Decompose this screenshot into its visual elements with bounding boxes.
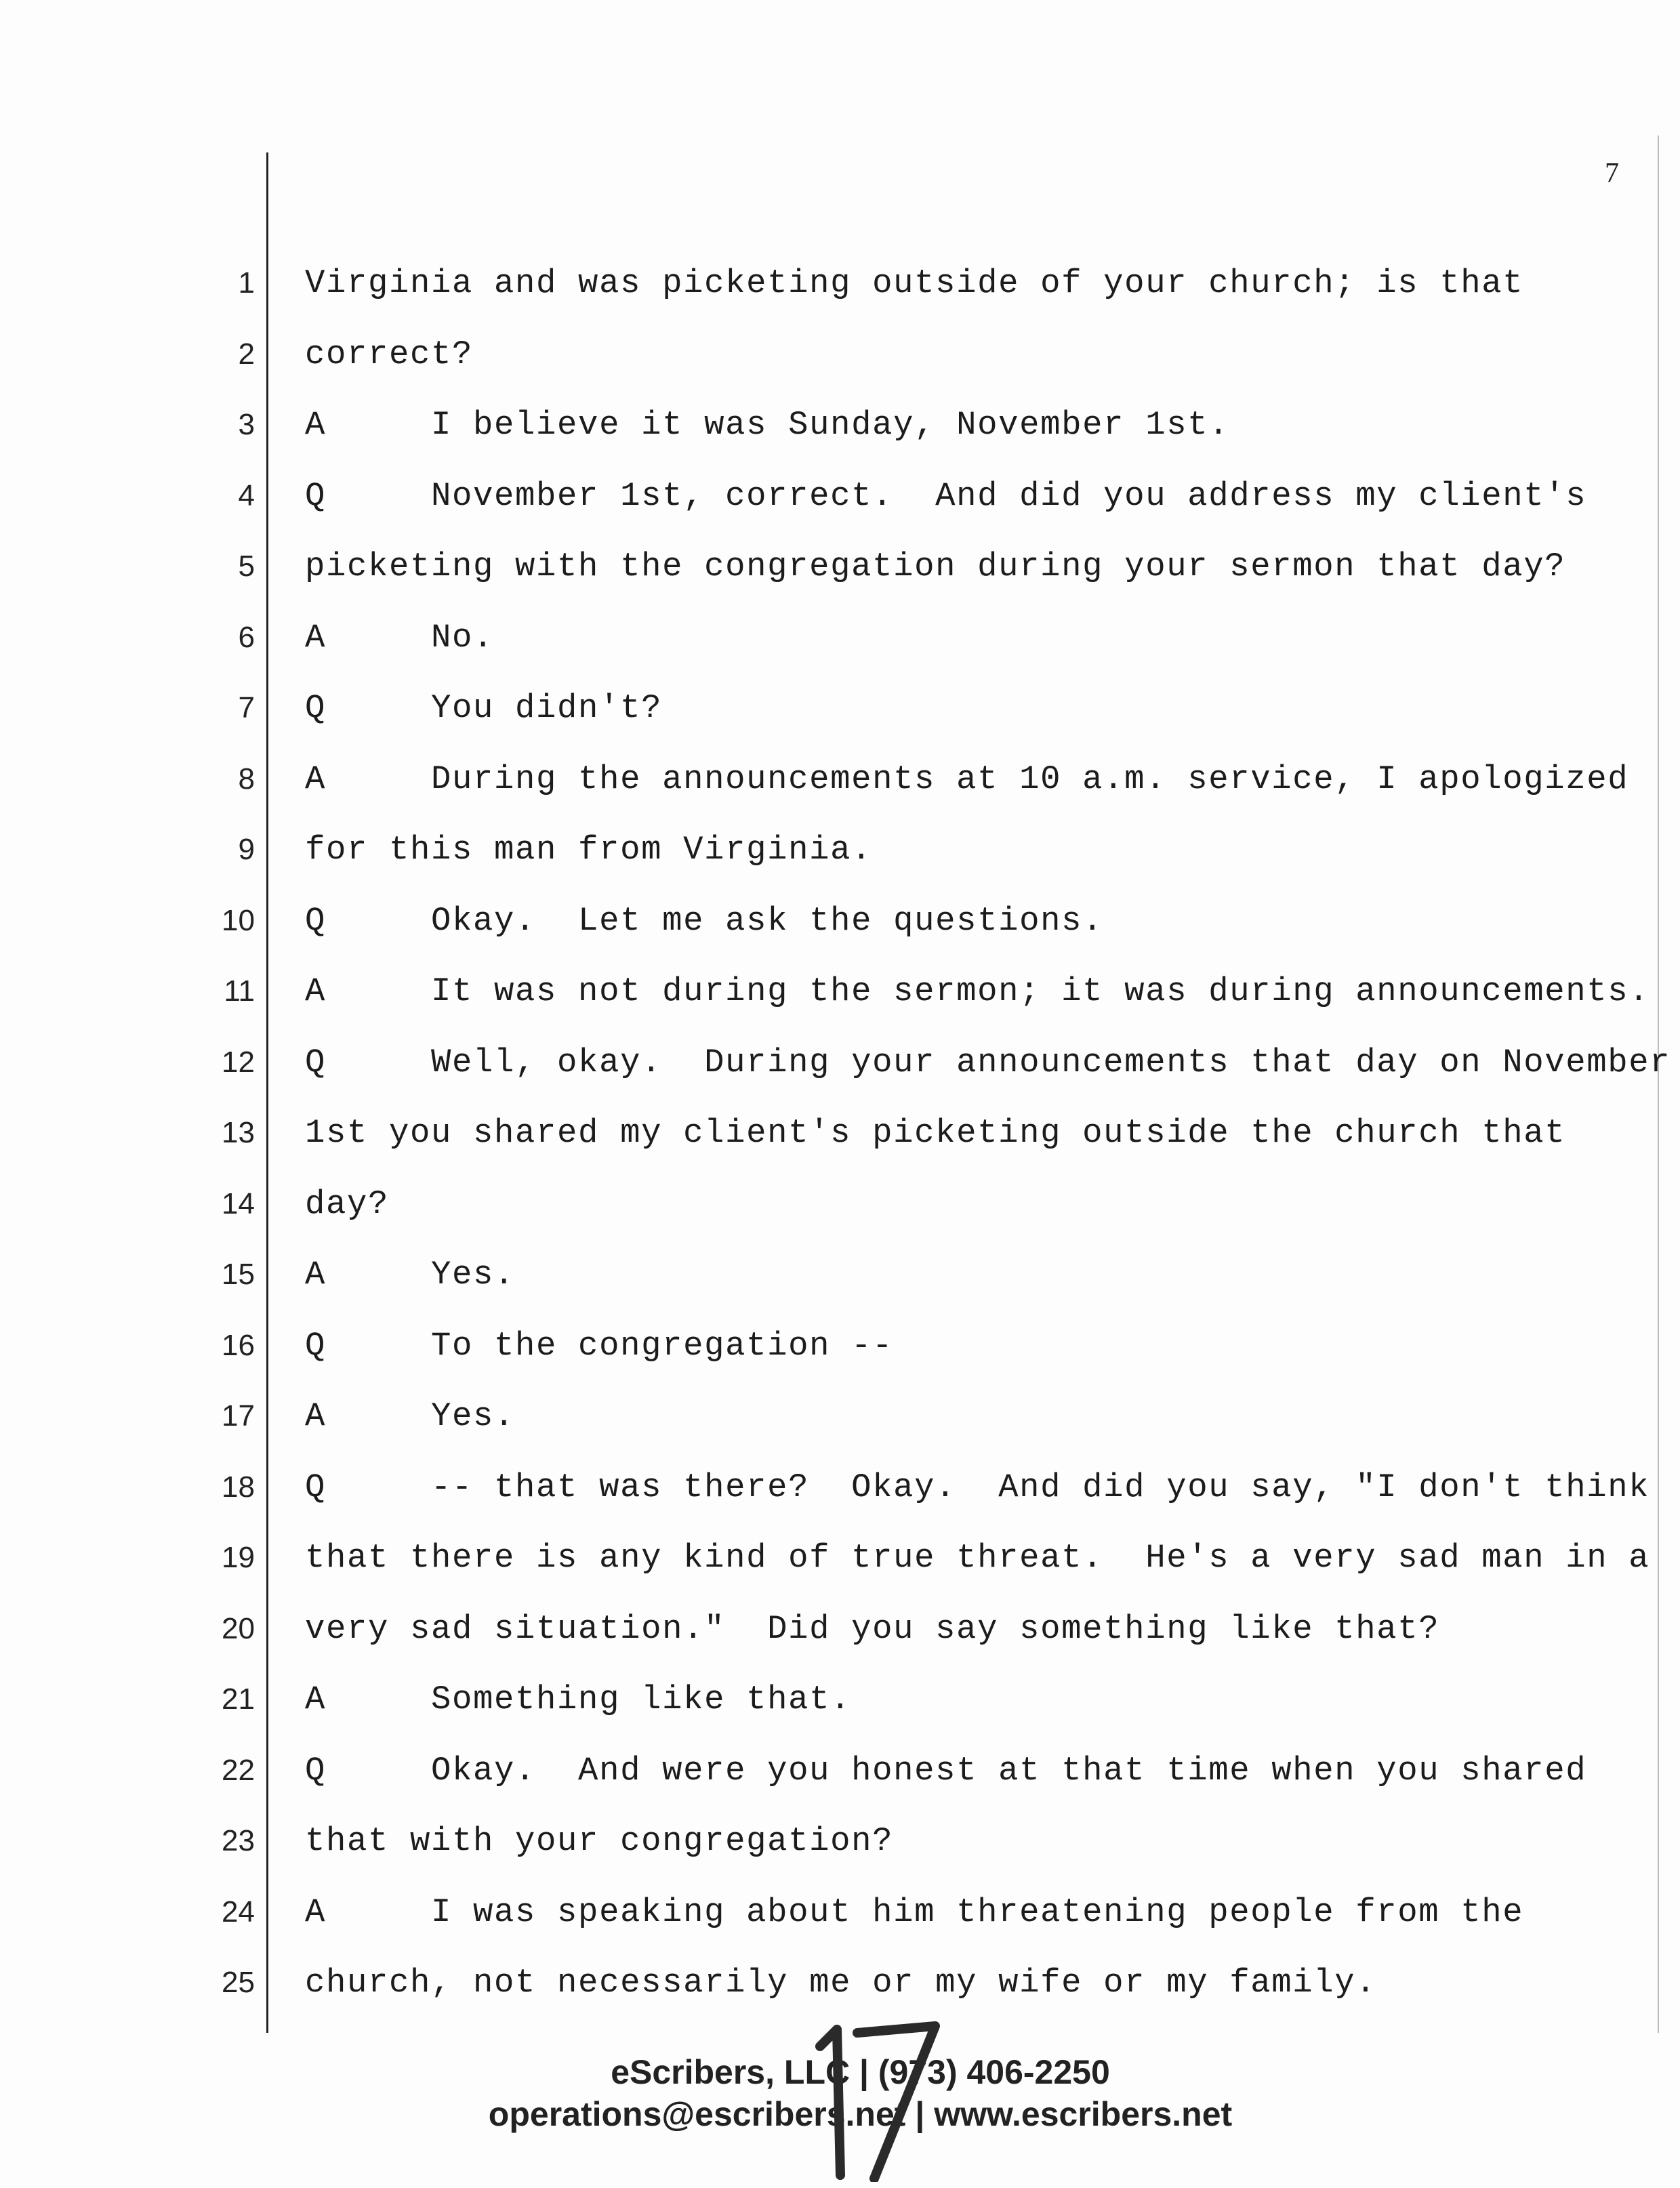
transcript-line xyxy=(0,476,1680,547)
line-number: 15 xyxy=(222,1258,255,1291)
line-number: 4 xyxy=(238,478,255,512)
transcript-line xyxy=(0,829,1680,901)
line-number: 22 xyxy=(222,1753,255,1787)
line-number: 24 xyxy=(222,1895,255,1928)
line-number: 6 xyxy=(238,620,255,654)
line-text: A No. xyxy=(305,618,495,657)
page-number: 7 xyxy=(1605,158,1619,189)
line-number: 13 xyxy=(222,1116,255,1149)
line-number: 1 xyxy=(238,266,255,300)
line-text: very sad situation." Did you say something like that? xyxy=(305,1609,1440,1648)
transcript-line xyxy=(0,1537,1680,1609)
line-text: church, not necessarily me or my wife or my family. xyxy=(305,1964,1377,2002)
transcript-line xyxy=(0,546,1680,617)
line-number: 19 xyxy=(222,1541,255,1574)
transcript-line xyxy=(0,1679,1680,1750)
line-text: that there is any kind of true threat. He's a very sad man in a xyxy=(305,1539,1650,1577)
line-number: 5 xyxy=(238,550,255,583)
transcript-line xyxy=(0,1750,1680,1821)
line-number: 2 xyxy=(238,337,255,371)
transcript-lines xyxy=(0,263,1680,2034)
line-text: A It was not during the sermon; it was during announcements. xyxy=(305,972,1650,1010)
transcript-line xyxy=(0,1821,1680,1892)
line-text: correct? xyxy=(305,335,474,373)
footer-company-phone: eScribers, LLC | (973) 406-2250 xyxy=(611,2053,1110,2091)
line-text: A I was speaking about him threatening people from the xyxy=(305,1893,1524,1931)
line-number: 16 xyxy=(222,1328,255,1362)
line-number: 11 xyxy=(224,974,255,1008)
line-number: 7 xyxy=(238,691,255,724)
line-number: 25 xyxy=(222,1966,255,1999)
line-number: 20 xyxy=(222,1611,255,1645)
transcript-line xyxy=(0,405,1680,476)
line-text: A Something like that. xyxy=(305,1680,852,1718)
line-number: 21 xyxy=(222,1683,255,1716)
transcript-line xyxy=(0,1396,1680,1467)
line-text: Q Okay. And were you honest at that time when you shared xyxy=(305,1751,1587,1790)
line-text: for this man from Virginia. xyxy=(305,831,873,869)
line-number: 10 xyxy=(222,903,255,937)
line-text: A Yes. xyxy=(305,1256,516,1294)
transcript-line xyxy=(0,263,1680,334)
transcript-line xyxy=(0,1467,1680,1538)
line-number: 17 xyxy=(222,1399,255,1432)
line-text: A Yes. xyxy=(305,1397,516,1435)
line-text: Q Well, okay. During your announcements that day on November xyxy=(305,1043,1671,1081)
transcript-line xyxy=(0,1254,1680,1325)
handwritten-page-stamp xyxy=(800,2006,949,2182)
line-number: 8 xyxy=(238,762,255,796)
line-text: Q To the congregation -- xyxy=(305,1326,894,1365)
line-number: 14 xyxy=(222,1186,255,1220)
transcript-line xyxy=(0,901,1680,972)
line-text: 1st you shared my client's picketing outside the church that xyxy=(305,1114,1566,1152)
line-text: that with your congregation? xyxy=(305,1822,894,1860)
footer-email-website: operations@escribers.net | www.escribers.net xyxy=(488,2095,1233,2133)
transcript-line xyxy=(0,1892,1680,1963)
line-text: Q Okay. Let me ask the questions. xyxy=(305,901,1104,940)
line-text: A I believe it was Sunday, November 1st. xyxy=(305,406,1230,444)
transcript-line xyxy=(0,759,1680,830)
line-text: Q November 1st, correct. And did you address my client's xyxy=(305,476,1587,515)
line-text: Virginia and was picketing outside of your church; is that xyxy=(305,264,1524,302)
line-text: Q -- that was there? Okay. And did you say, "I don't think xyxy=(305,1468,1650,1506)
transcript-line xyxy=(0,1184,1680,1255)
line-number: 18 xyxy=(222,1470,255,1504)
transcript-line xyxy=(0,971,1680,1042)
transcript-line xyxy=(0,1609,1680,1680)
line-number: 3 xyxy=(238,408,255,441)
transcript-line xyxy=(0,1042,1680,1113)
line-text: A During the announcements at 10 a.m. service, I apologized xyxy=(305,760,1629,798)
line-number: 23 xyxy=(222,1824,255,1857)
line-number: 9 xyxy=(238,833,255,866)
line-text: picketing with the congregation during your sermon that day? xyxy=(305,548,1566,585)
transcript-line xyxy=(0,1113,1680,1184)
line-text: Q You didn't? xyxy=(305,689,663,727)
line-number: 12 xyxy=(222,1045,255,1079)
transcript-line xyxy=(0,688,1680,759)
transcript-line xyxy=(0,1325,1680,1397)
transcript-line xyxy=(0,334,1680,405)
transcript-line xyxy=(0,617,1680,688)
line-text: day? xyxy=(305,1184,390,1223)
